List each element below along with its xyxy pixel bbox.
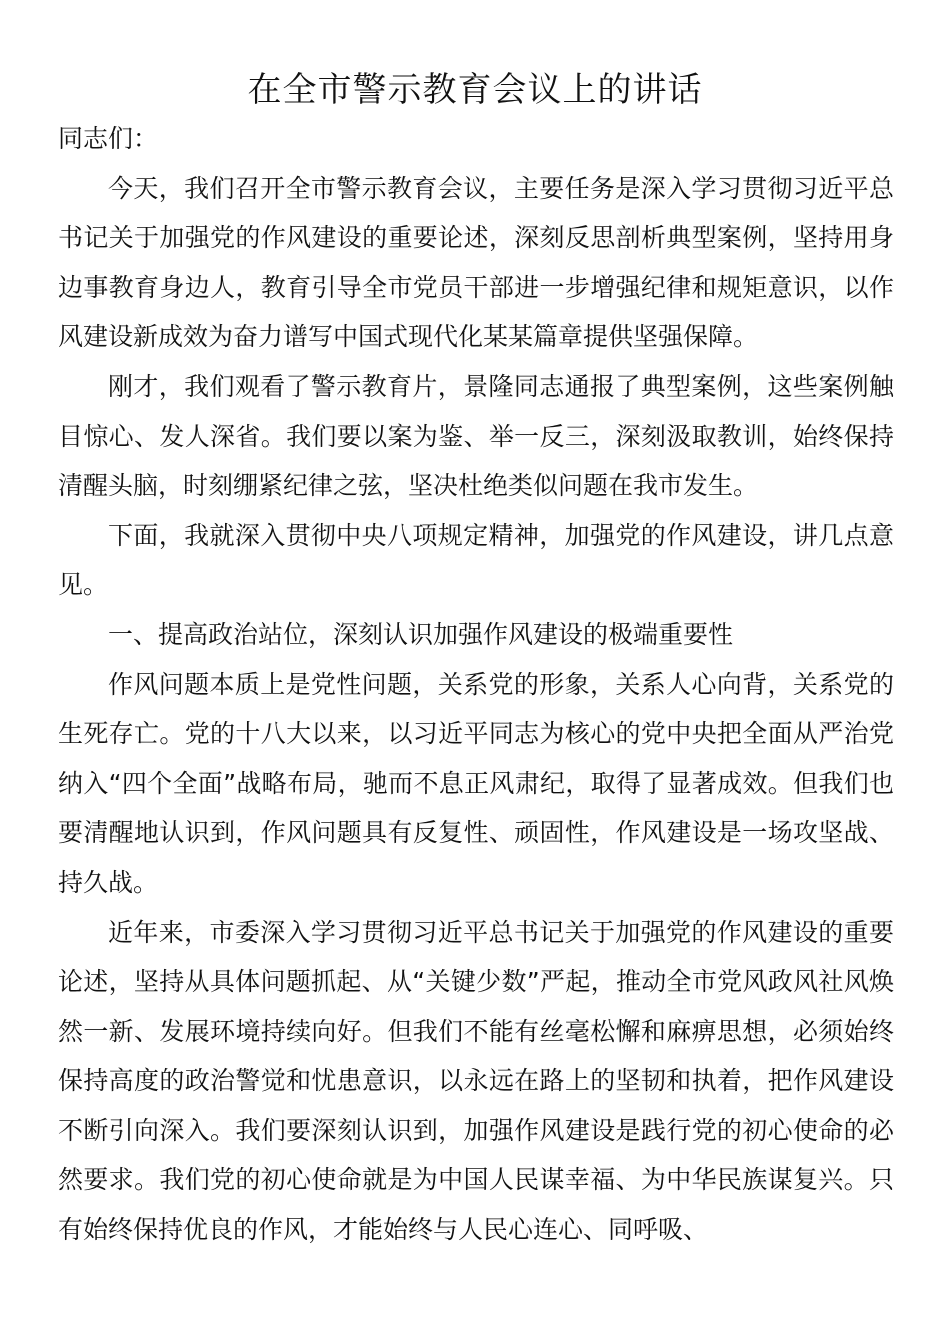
- paragraph-opening: 今天，我们召开全市警示教育会议，主要任务是深入学习贯彻习近平总书记关于加强党的作风建设的重要论述，深刻反思剖析典型案例，坚持用身边事教育身边人，教育引导全市党员干部进一步增强纪律和规矩意识，以作风建设新成效为奋力谱写中国式现代化某某篇章提供坚强保障。: [58, 173, 894, 352]
- paragraph-warning-film: 刚才，我们观看了警示教育片，景隆同志通报了典型案例，这些案例触目惊心、发人深省。我们要以案为鉴、举一反三，深刻汲取教训，始终保持清醒头脑，时刻绷紧纪律之弦，坚决杜绝类似问题在我市发生。: [58, 371, 894, 501]
- paragraph-recent-years: 近年来，市委深入学习贯彻习近平总书记关于加强党的作风建设的重要论述，坚持从具体问题抓起、从“关键少数”严起，推动全市党风政风社风焕然一新、发展环境持续向好。但我们不能有丝毫松懈和麻痹思想，必须始终保持高度的政治警觉和忧患意识，以永远在路上的坚韧和执着，把作风建设不断引向深入。我们要深刻认识到，加强作风建设是践行党的初心使命的必然要求。我们党的初心使命就是为中国人民谋幸福、为中华民族谋复兴。只有始终保持优良的作风，才能始终与人民心连心、同呼吸、: [58, 917, 894, 1245]
- paragraph-style-essence: 作风问题本质上是党性问题，关系党的形象，关系人心向背，关系党的生死存亡。党的十八大以来，以习近平同志为核心的党中央把全面从严治党纳入“四个全面”战略布局，驰而不息正风肃纪，取得了显著成效。但我们也要清醒地认识到，作风问题具有反复性、顽固性，作风建设是一场攻坚战、持久战。: [58, 669, 894, 897]
- section-heading-1: 一、提高政治站位，深刻认识加强作风建设的极端重要性: [108, 619, 734, 649]
- document-title: 在全市警示教育会议上的讲话: [247, 70, 703, 110]
- document-body: [58, 114, 894, 1255]
- salutation: 同志们：: [58, 124, 159, 153]
- paragraph-intro-points: 下面，我就深入贯彻中央八项规定精神，加强党的作风建设，讲几点意见。: [58, 520, 894, 600]
